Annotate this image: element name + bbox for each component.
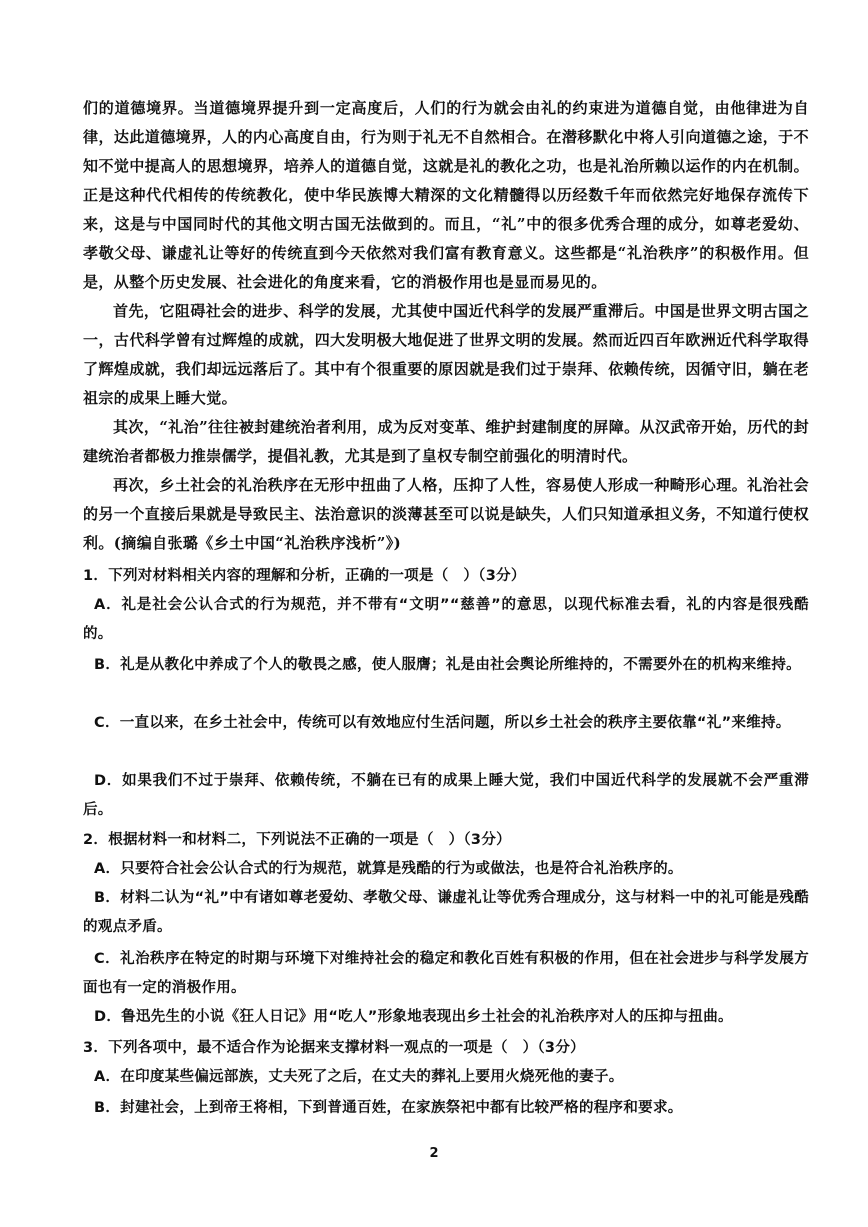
answer-option: C．一直以来，在乡土社会中，传统可以有效地应付生活问题，所以乡土社会的秩序主要依靠“礼”来维持。 xyxy=(94,715,791,731)
answer-option: A．只要符合社会公认合式的行为规范，就算是残酷的行为或做法，也是符合礼治秩序的。 xyxy=(94,861,683,877)
answer-option: B．礼是从教化中养成了个人的敬畏之感，使人服膺；礼是由社会舆论所维持的，不需要外在的机构来维持。 xyxy=(94,657,801,673)
answer-option: A．礼是社会公认合式的行为规范，并不带有“文明”“慈善”的意思，以现代标准去看，礼的内容是很残酷的。 xyxy=(83,597,809,642)
answer-option: D．如果我们不过于崇拜、依赖传统，不躺在已有的成果上睡大觉，我们中国近代科学的发展就不会严重滞后。 xyxy=(83,773,809,818)
question-stem: 2．根据材料一和材料二，下列说法不正确的一项是（ ）（3分） xyxy=(83,832,511,848)
answer-option: D．鲁迅先生的小说《狂人日记》用“吃人”形象地表现出乡土社会的礼治秩序对人的压抑与扭曲。 xyxy=(94,1009,733,1025)
question-stem: 1．下列对材料相关内容的理解和分析，正确的一项是（ ）（3分） xyxy=(83,568,526,584)
answer-option: B．材料二认为“礼”中有诸如尊老爱幼、孝敬父母、谦虚礼让等优秀合理成分，这与材料一中的礼可能是残酷的观点矛盾。 xyxy=(83,890,809,935)
answer-option: B．封建社会，上到帝王将相，下到普通百姓，在家族祭祀中都有比较严格的程序和要求。 xyxy=(94,1100,683,1116)
body-paragraph: 们的道德境界。当道德境界提升到一定高度后，人们的行为就会由礼的约束进为道德自觉，由他律进为自律，达此道德境界，人的内心高度自由，行为则于礼无不自然相合。在潜移默化中将人引向道德之途，于不知不觉中提高人的思想境界，培养人的道德自觉，这就是礼的教化之功，也是礼治所赖以运作的内在机制。正是这种代代相传的传统教化，使中华民族博大精深的文化精髓得以历经数千年而依然完好地保存流传下来，这是与中国同时代的其他文明古国无法做到的。而且，“礼”中的很多优秀合理的成分，如尊老爱幼、孝敬父母、谦虚礼让等好的传统直到今天依然对我们富有教育意义。这些都是“礼治秩序”的积极作用。但是，从整个历史发展、社会进化的角度来看，它的消极作用也是显而易见的。 xyxy=(83,99,809,291)
question-stem: 3．下列各项中，最不适合作为论据来支撑材料一观点的一项是（ ）（3分） xyxy=(83,1040,585,1056)
answer-option: A．在印度某些偏远部族，丈夫死了之后，在丈夫的葬礼上要用火烧死他的妻子。 xyxy=(94,1069,624,1085)
page-number: 2 xyxy=(429,1146,439,1161)
body-paragraph: 首先，它阻碍社会的进步、科学的发展，尤其使中国近代科学的发展严重滞后。中国是世界文明古国之一，古代科学曾有过辉煌的成就，四大发明极大地促进了世界文明的发展。然而近四百年欧洲近代科学取得了辉煌成就，我们却远远落后了。其中有个很重要的原因就是我们过于崇拜、依赖传统，因循守旧，躺在老祖宗的成果上睡大觉。 xyxy=(83,302,809,407)
body-paragraph: 其次，“礼治”往往被封建统治者利用，成为反对变革、维护封建制度的屏障。从汉武帝开始，历代的封建统治者都极力推崇儒学，提倡礼教，尤其是到了皇权专制空前强化的明清时代。 xyxy=(83,418,809,465)
body-paragraph: 再次，乡土社会的礼治秩序在无形中扭曲了人格，压抑了人性，容易使人形成一种畸形心理。礼治社会的另一个直接后果就是导致民主、法治意识的淡薄甚至可以说是缺失，人们只知道承担义务，不知道行使权利。(摘编自张璐《乡土中国“礼治秩序浅析”》) xyxy=(83,476,809,552)
answer-option: C．礼治秩序在特定的时期与环境下对维持社会的稳定和教化百姓有积极的作用，但在社会进步与科学发展方面也有一定的消极作用。 xyxy=(83,951,809,996)
